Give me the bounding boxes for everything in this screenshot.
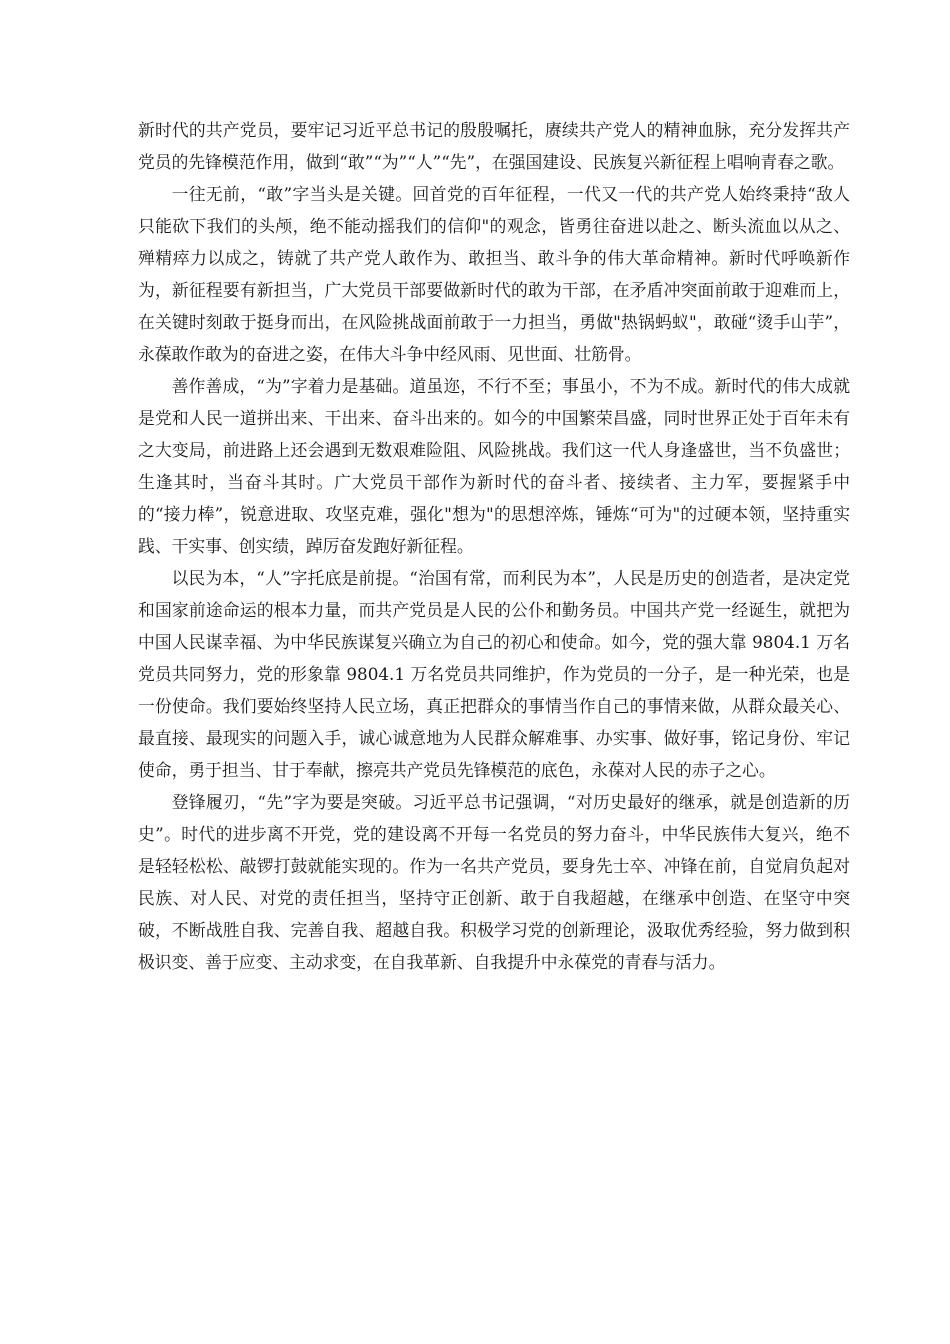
paragraph-xian: 登锋履刃，“先”字为要是突破。习近平总书记强调，“对历史最好的继承，就是创造新的历史”。时代的进步离不开党，党的建设离不开每一名党员的努力奋斗，中华民族伟大复兴，绝不是轻轻松松、敲锣打鼓就能实现的。作为一名共产党员，要身先士卒、冲锋在前，自觉肩负起对民族、对人民、对党的责任担当，坚持守正创新、敢于自我超越，在继承中创造、在坚守中突破，不断战胜自我、完善自我、超越自我。积极学习党的创新理论，汲取优秀经验，努力做到积极识变、善于应变、主动求变，在自我革新、自我提升中永葆党的青春与活力。	[138, 792, 850, 972]
paragraph-gan: 一往无前，“敢”字当头是关键。回首党的百年征程，一代又一代的共产党人始终秉持“敌人只能砍下我们的头颅，绝不能动摇我们的信仰"的观念，皆勇往奋进以赴之、断头流血以从之、殚精瘁力以成之，铸就了共产党人敢作为、敢担当、敢斗争的伟大革命精神。新时代呼唤新作为，新征程要有新担当，广大党员干部要做新时代的敢为干部，在矛盾冲突面前敢于迎难而上，在关键时刻敢于挺身而出，在风险挑战面前敢于一力担当，勇做"热锅蚂蚁"，敢碰“烫手山芋”，永葆敢作敢为的奋进之姿，在伟大斗争中经风雨、见世面、壮筋骨。	[138, 184, 850, 364]
document-body	[138, 114, 850, 978]
paragraph-intro: 新时代的共产党员，要牢记习近平总书记的殷殷嘱托，赓续共产党人的精神血脉，充分发挥共产党员的先锋模范作用，做到“敢”“为”“人”“先”，在强国建设、民族复兴新征程上唱响青春之歌。	[138, 120, 850, 172]
paragraph-wei: 善作善成，“为”字着力是基础。道虽迩，不行不至；事虽小，不为不成。新时代的伟大成就是党和人民一道拼出来、干出来、奋斗出来的。如今的中国繁荣昌盛，同时世界正处于百年未有之大变局，前进路上还会遇到无数艰难险阻、风险挑战。我们这一代人身逢盛世，当不负盛世；生逢其时，当奋斗其时。广大党员干部作为新时代的奋斗者、接续者、主力军，要握紧手中的“接力棒”，锐意进取、攻坚克难，强化"想为"的思想淬炼，锤炼“可为"的过硬本领，坚持重实践、干实事、创实绩，踔厉奋发跑好新征程。	[138, 376, 850, 556]
paragraph-ren: 以民为本，“人”字托底是前提。“治国有常，而利民为本”，人民是历史的创造者，是决定党和国家前途命运的根本力量，而共产党员是人民的公仆和勤务员。中国共产党一经诞生，就把为中国人民谋幸福、为中华民族谋复兴确立为自己的初心和使命。如今，党的强大靠 9804.1 万名党员共同努力，党的形象靠 9804.1 万名党员共同维护，作为党员的一分子，是一种光荣，也是一份使命。我们要始终坚持人民立场，真正把群众的事情当作自己的事情来做，从群众最关心、最直接、最现实的问题入手，诚心诚意地为人民群众解难事、办实事、做好事，铭记身份、牢记使命，勇于担当、甘于奉献，擦亮共产党员先锋模范的底色，永葆对人民的赤子之心。	[138, 568, 850, 780]
